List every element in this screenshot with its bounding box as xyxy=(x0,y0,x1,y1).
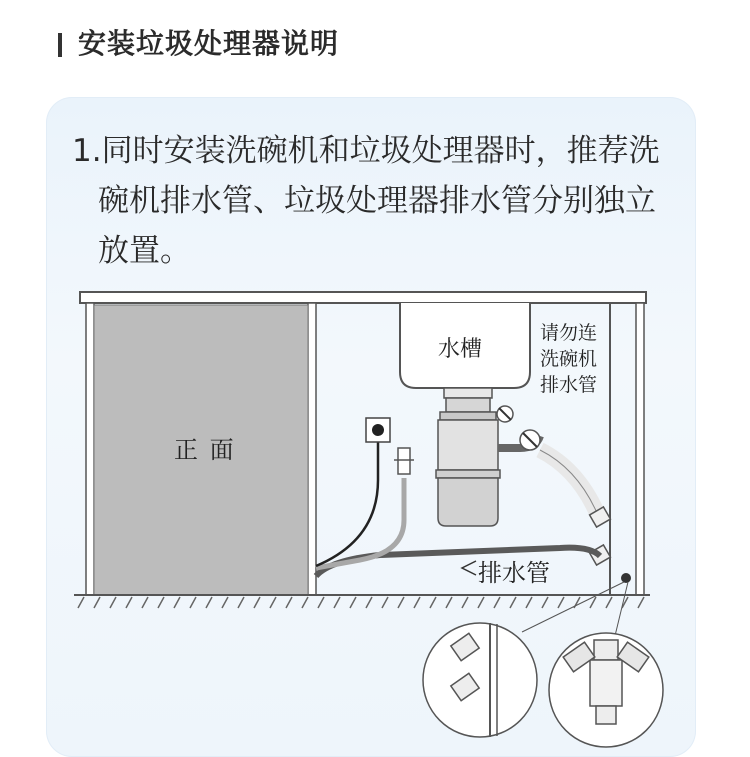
power-cord xyxy=(316,440,378,566)
water-valve xyxy=(394,448,414,474)
page-title: 安装垃圾处理器说明 xyxy=(78,27,340,60)
instruction-line-3: 放置。 xyxy=(98,233,191,269)
warning-label-line-2: 洗碗机 xyxy=(540,348,598,370)
detail-circle-wall-fittings xyxy=(423,623,537,737)
front-label: 正 面 xyxy=(174,436,236,464)
countertop xyxy=(80,292,646,303)
leader-left xyxy=(522,582,624,632)
cabinet-divider xyxy=(308,303,316,595)
warning-label-line-3: 排水管 xyxy=(540,374,598,396)
callout-dot xyxy=(621,573,631,583)
sink-flange xyxy=(444,388,492,398)
detail-circle-tee-fitting xyxy=(549,633,663,747)
drain-label-arrow xyxy=(462,561,476,575)
cabinet-right-wall xyxy=(636,303,644,595)
garbage-disposer xyxy=(436,398,500,526)
floor-hatch xyxy=(78,597,644,608)
instruction-line-1: 1.同时安装洗碗机和垃圾处理器时，推荐洗 xyxy=(72,133,660,169)
leader-right xyxy=(614,582,628,640)
sink-label: 水槽 xyxy=(438,337,483,362)
cabinet-left-wall xyxy=(86,303,94,595)
disposer-drain-pipe xyxy=(540,450,600,520)
instruction-line-2: 碗机排水管、垃圾处理器排水管分别独立 xyxy=(98,183,656,219)
drain-pipe-label: 排水管 xyxy=(478,559,550,587)
warning-label-line-1: 请勿连 xyxy=(540,322,598,344)
